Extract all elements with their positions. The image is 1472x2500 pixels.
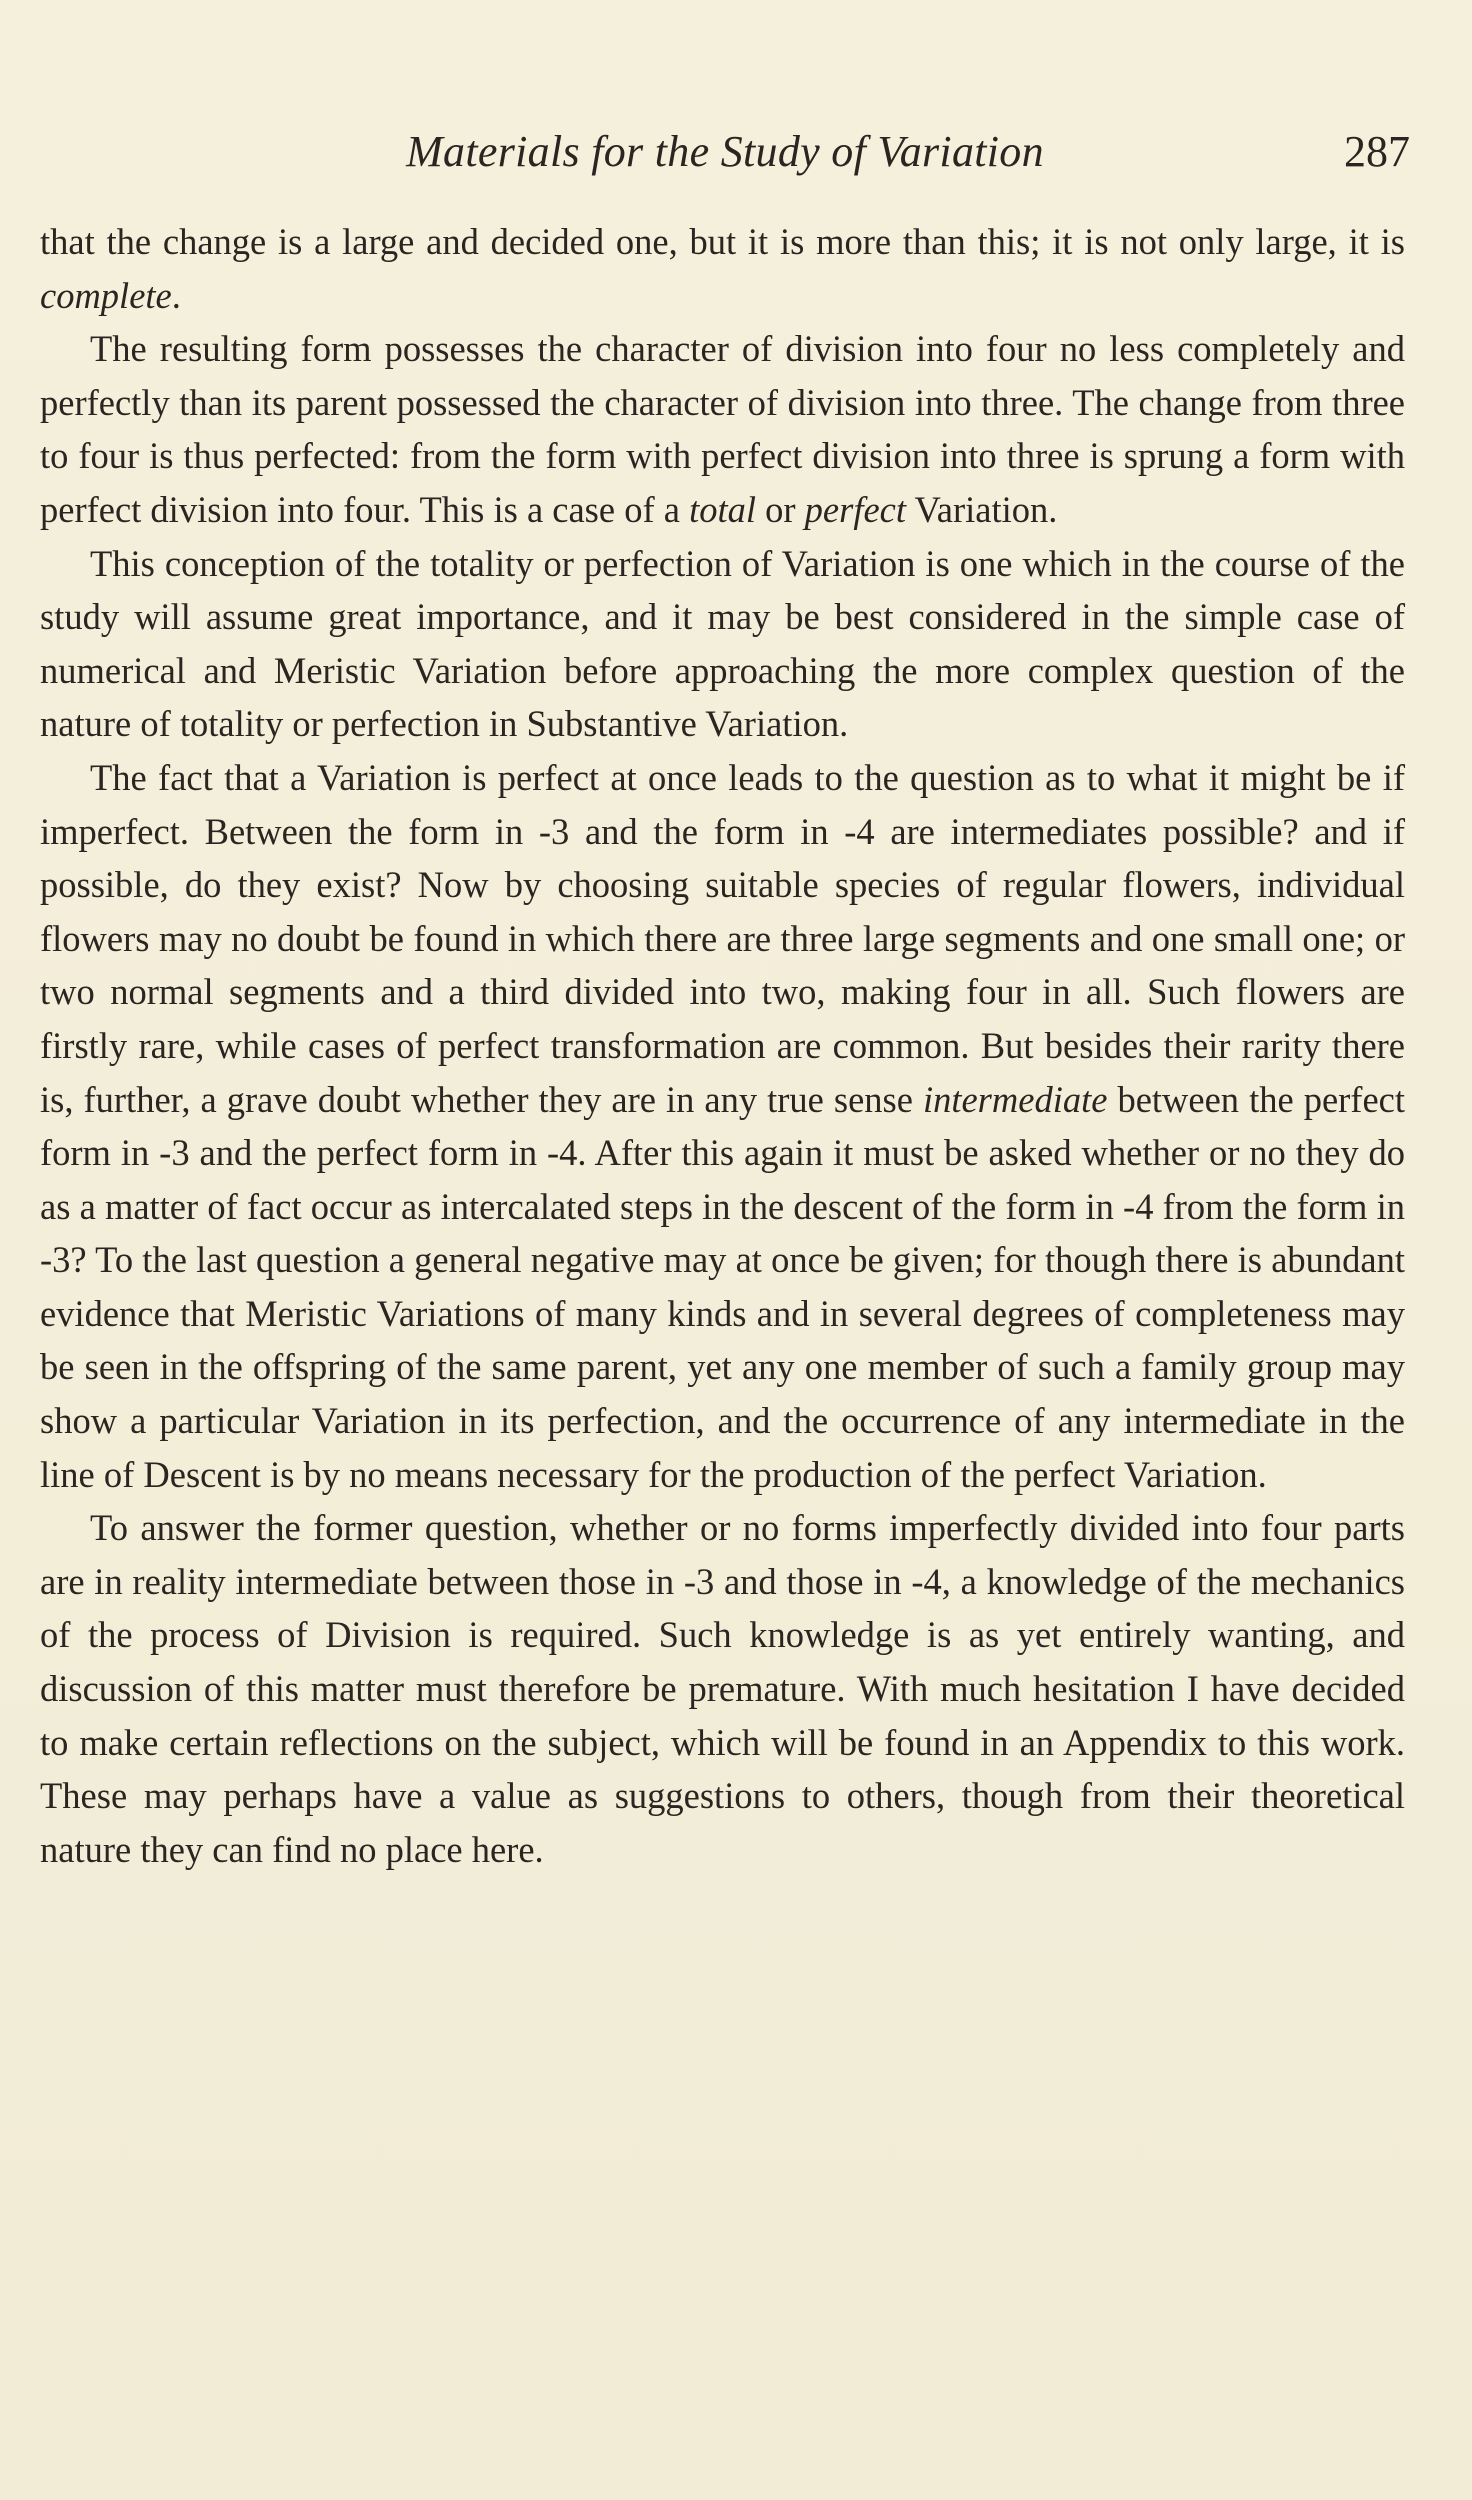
paragraph <box>40 215 1405 322</box>
text-run: . <box>171 274 181 316</box>
text-run: between the perfect form in -3 and the perfect form in -4. After this again it must be asked whether or no they do as a matter of fact occur as intercalated steps in the descent of the form in -4 from the form in -3? To the last question a general negative may at once be given; for though there is abundant evidence that Meristic Variations of many kinds and in several degrees of completeness may be seen in the offspring of the same parent, yet any one member of such a family group may show a particular Variation in its perfection, and the occurrence of any intermediate in the line of Descent is by no means necessary for the production of the perfect Variation. <box>40 1078 1405 1495</box>
text-run: To answer the former question, whether or no forms imperfectly divided into four parts are in reality intermediate between those in -3 and those in -4, a knowledge of the mechanics of the process of Division is required. Such knowledge is as yet entirely wanting, and discussion of this matter must therefore be premature. With much hesitation I have decided to make certain reflections on the subject, which will be found in an Appendix to this work. These may perhaps have a value as suggestions to others, though from their theoretical nature they can find no place here. <box>40 1507 1405 1870</box>
page-number: 287 <box>1344 127 1410 176</box>
text-run: The resulting form possesses the character of division into four no less completely and perfectly than its parent possessed the character of division into three. The change from three to four is thus perfected: from the form with perfect division into three is sprung a form with perfect division into four. This is a case of a <box>40 328 1405 530</box>
italic-text: perfect <box>804 488 907 530</box>
paragraph <box>40 1501 1405 1876</box>
running-title: Materials for the Study of Variation <box>406 127 1044 176</box>
paragraph <box>40 537 1405 751</box>
text-run: The fact that a Variation is perfect at once leads to the question as to what it might be if imperfect. Between the form in -3 and the form in -4 are intermediates possible? and if possible, do they exist? Now by choosing suitable species of regular flowers, individual flowers may no doubt be found in which there are three large segments and one small one; or two normal segments and a third divided into two, making four in all. Such flowers are firstly rare, while cases of perfect transformation are common. But besides their rarity there is, further, a grave doubt whether they are in any true sense <box>40 756 1405 1120</box>
body-text <box>40 215 1405 1876</box>
italic-text: total <box>689 488 757 530</box>
italic-text: intermediate <box>922 1078 1108 1120</box>
text-run: Variation. <box>906 488 1058 530</box>
text-run: that the change is a large and decided one, but it is more than this; it is not only large, it is <box>40 221 1405 262</box>
text-run: This conception of the totality or perfection of Variation is one which in the course of the study will assume great importance, and it may be best considered in the simple case of numerical and Meristic Variation before approaching the more complex question of the nature of totality or perfection in Substantive Variation. <box>40 542 1405 745</box>
paragraph <box>40 751 1405 1501</box>
paragraph <box>40 322 1405 536</box>
page-header <box>40 122 1410 182</box>
italic-text: complete <box>40 274 172 316</box>
text-run: or <box>756 488 805 530</box>
